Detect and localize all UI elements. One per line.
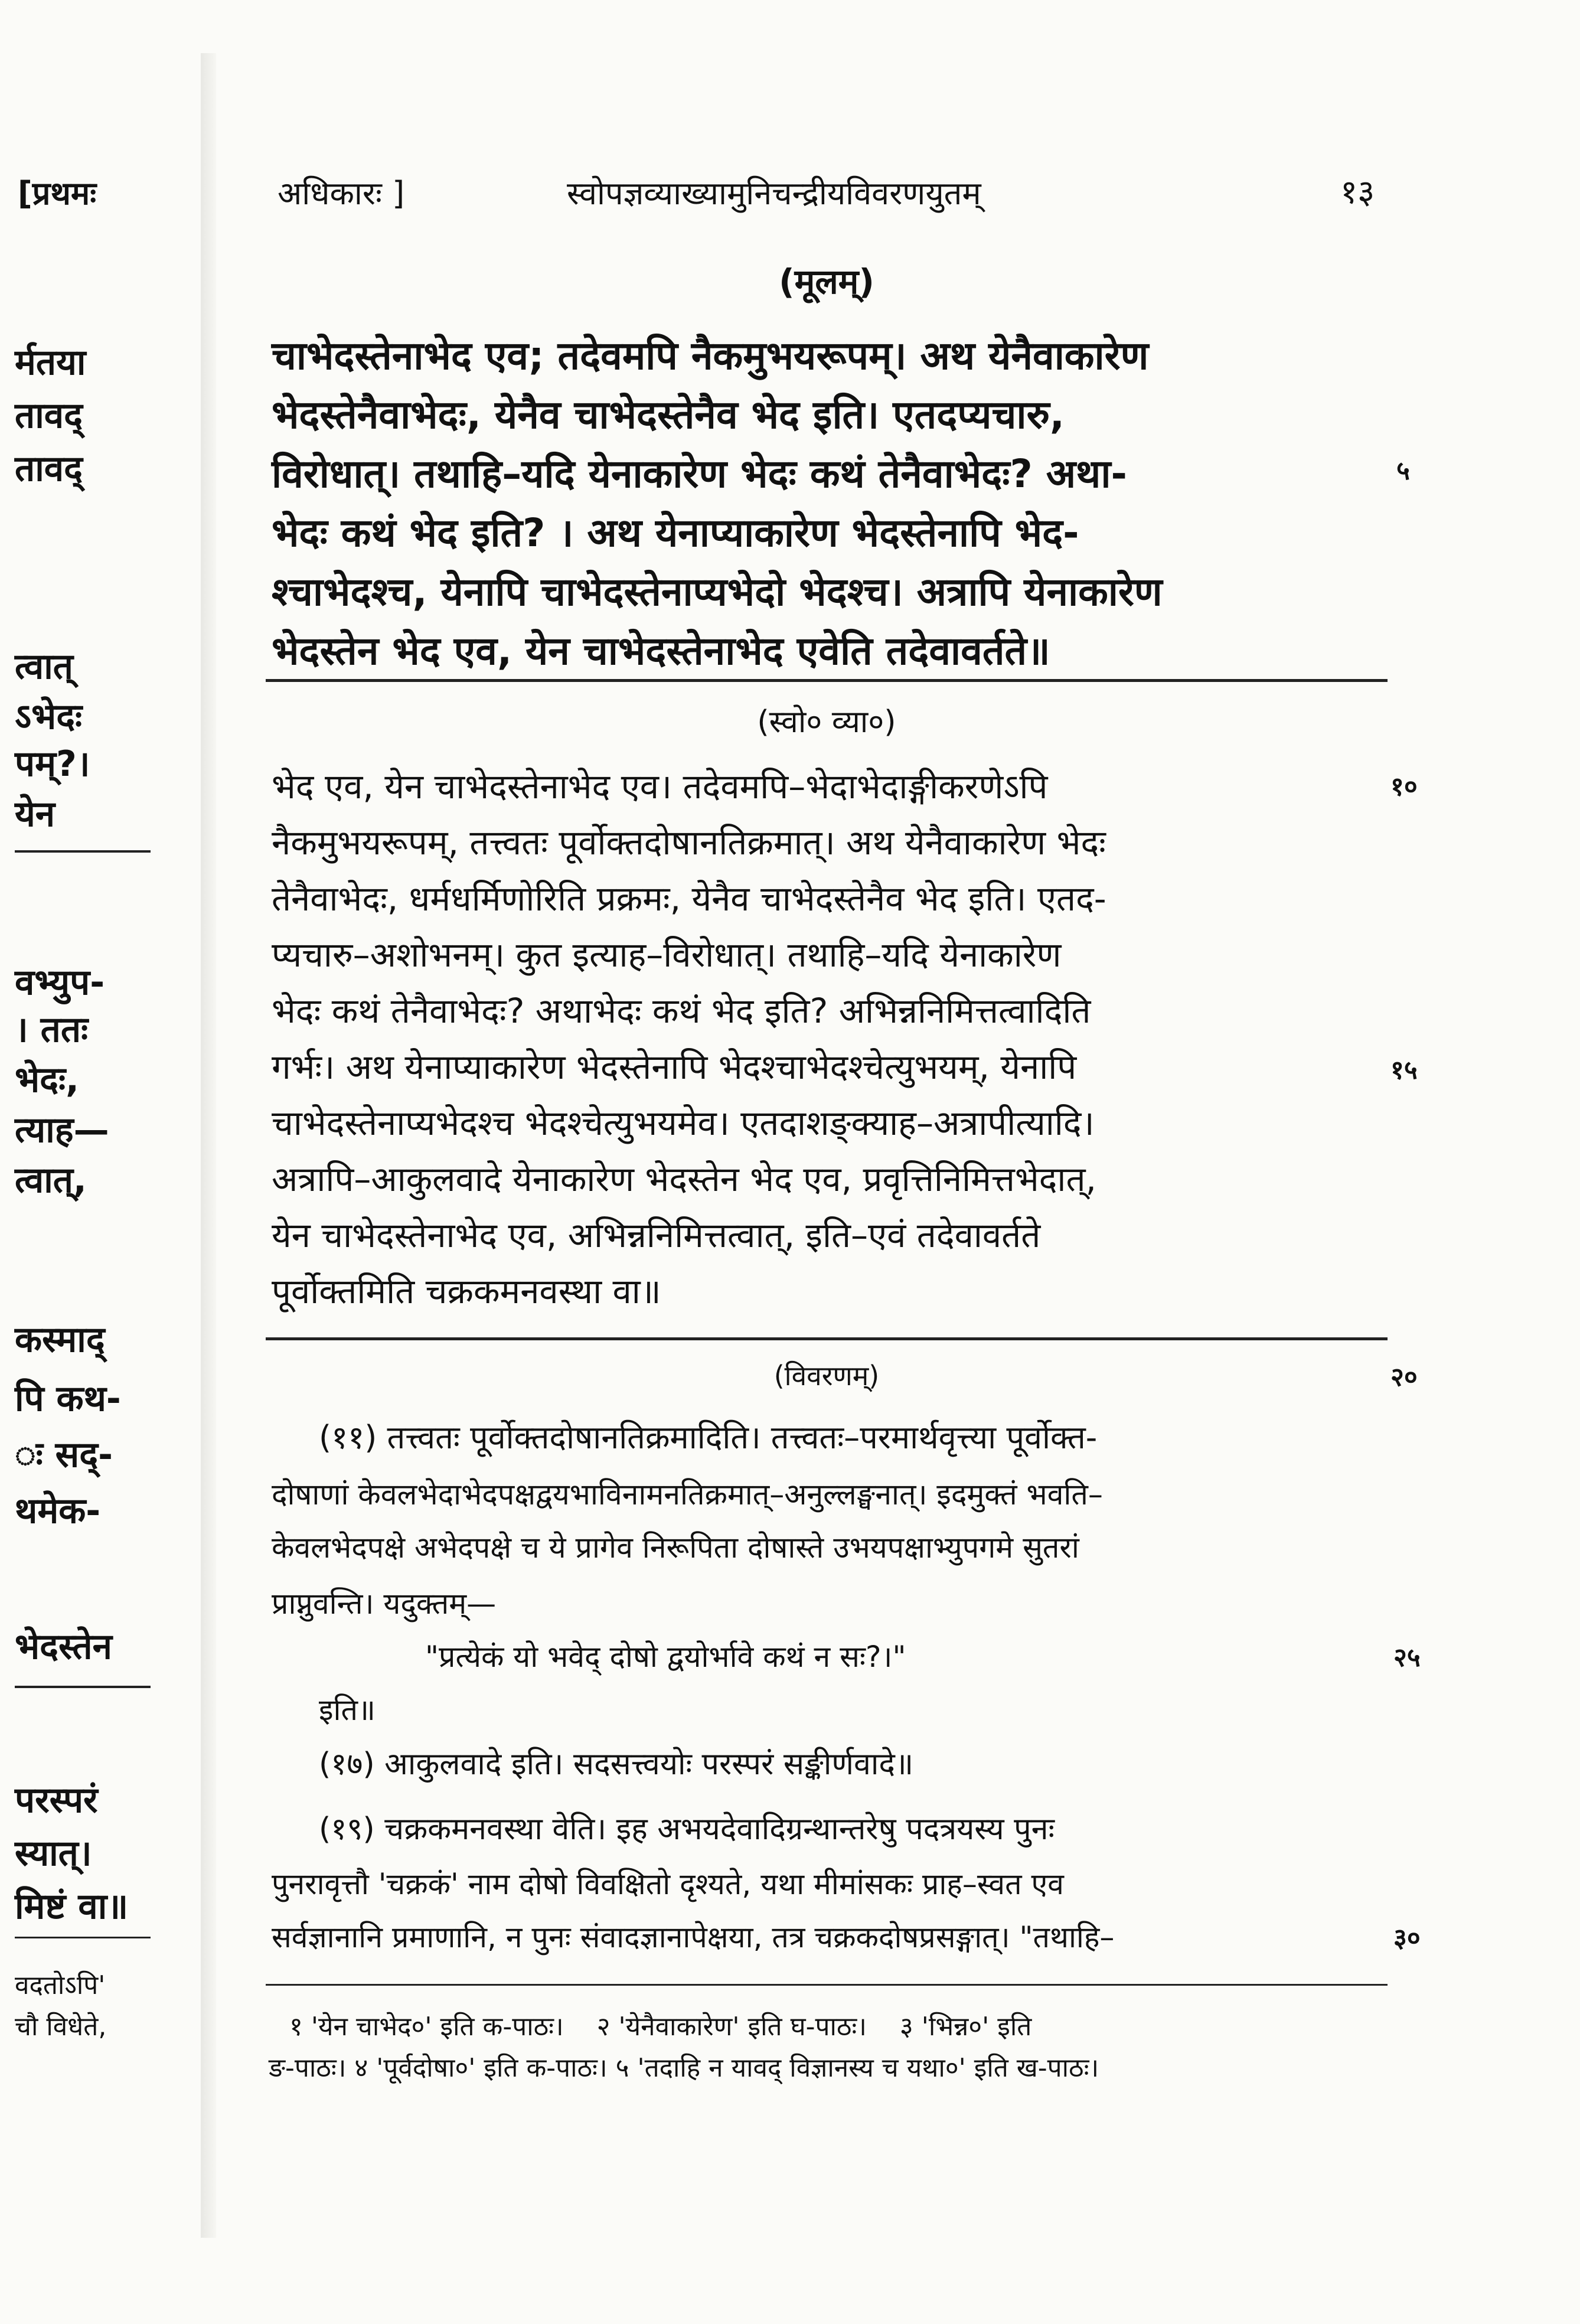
vivaranam-line: (१९) चक्रकमनवस्था वेति। इह अभयदेवादिग्रन्थान्तरेषु पदत्रयस्य पुनः (319, 1811, 1055, 1847)
line-number: १० (1390, 772, 1418, 802)
svopajna-line: चाभेदस्तेनाप्यभेदश्च भेदश्चेत्युभयमेव। एतदाशङ्क्याह–अत्रापीत्यादि। (272, 1103, 1095, 1143)
svopajna-line: गर्भः। अथ येनाप्याकारेण भेदस्तेनापि भेदश्चाभेदश्चेत्युभयम्, येनापि (272, 1047, 1077, 1087)
footnote-line: ङ-पाठः। ४ 'पूर्वदोषा०' इति क-पाठः। ५ 'तदाहि न यावद् विज्ञानस्य च यथा०' इति ख-पाठः। (269, 2053, 1099, 2083)
svopajna-line: अत्रापि–आकुलवादे येनाकारेण भेदस्तेन भेद एव, प्रवृत्तिनिमित्तभेदात्, (272, 1159, 1096, 1199)
left-line: । ततः (15, 1009, 89, 1050)
left-line: ः सद्- (15, 1434, 113, 1476)
left-line: भेदस्तेन (15, 1626, 112, 1667)
left-line: वभ्युप- (15, 962, 105, 1003)
left-line: कस्माद् (15, 1319, 105, 1360)
mulam-heading: (मूलम्) (779, 262, 874, 302)
vivaranam-line: (११) तत्त्वतः पूर्वोक्तदोषानतिक्रमादिति। तत्त्वतः–परमार्थवृत्त्या पूर्वोक्त- (319, 1419, 1098, 1456)
vivaranam-line: प्राप्नुवन्ति। यदुक्तम्— (272, 1587, 497, 1621)
left-line: चौ विधेते, (15, 2012, 107, 2042)
left-line: र्मतया (15, 342, 86, 383)
left-line: परस्परं (15, 1780, 98, 1821)
svopajna-line: भेदः कथं तेनैवाभेदः? अथाभेदः कथं भेद इति? अभिन्ननिमित्तत्वादिति (272, 991, 1091, 1031)
vivaranam-line: पुनरावृत्तौ 'चक्रकं' नाम दोषो विवक्षितो दृश्यते, यथा मीमांसकः प्राह–स्वत एव (272, 1867, 1064, 1901)
vivaranam-line: दोषाणां केवलभेदाभेदपक्षद्वयभाविनामनतिक्रमात्–अनुल्लङ्घनात्। इदमुक्तं भवति– (272, 1477, 1103, 1512)
left-line: तावद् (15, 448, 83, 489)
footnote-rule (266, 1984, 1388, 1986)
mulam-line: भेदस्तेनैवाभेदः, येनैव चाभेदस्तेनैव भेद इति। एतदप्यचारु, (272, 392, 1065, 438)
vivaranam-line: केवलभेदपक्षे अभेदपक्षे च ये प्रागेव निरूपिता दोषास्ते उभयपक्षाभ्युपगमे सुतरां (272, 1530, 1079, 1565)
left-line: पम्?। (15, 743, 90, 785)
svopajna-line: तेनैवाभेदः, धर्मधर्मिणोरिति प्रक्रमः, येनैव चाभेदस्तेनैव भेद इति। एतद- (272, 879, 1106, 919)
left-line: ऽभेदः (15, 696, 83, 737)
mulam-line: श्चाभेदश्च, येनापि चाभेदस्तेनाप्यभेदो भेदश्च। अत्रापि येनाकारेण (272, 569, 1163, 615)
left-rule (15, 1937, 151, 1938)
left-line: वदतोऽपि' (15, 1970, 106, 2000)
page-number: १३ (1340, 173, 1375, 211)
svopajna-line: नैकमुभयरूपम्, तत्त्वतः पूर्वोक्तदोषानतिक्रमात्। अथ येनैवाकारेण भेदः (272, 822, 1106, 863)
header-title: स्वोपज्ञव्याख्यामुनिचन्द्रीयविवरणयुतम् (567, 175, 981, 212)
svopajna-line: भेद एव, येन चाभेदस्तेनाभेद एव। तदेवमपि–भेदाभेदाङ्गीकरणेऽपि (272, 766, 1048, 807)
mulam-line: भेदस्तेन भेद एव, येन चाभेदस्तेनाभेद एवेति तदेवावर्तते॥ (272, 628, 1050, 674)
mulam-line: चाभेदस्तेनाभेद एव; तदेवमपि नैकमुभयरूपम्। अथ येनैवाकारेण (272, 333, 1149, 378)
svopajna-line: प्यचारु–अशोभनम्। कुत इत्याह–विरोधात्। तथाहि–यदि येनाकारेण (272, 935, 1062, 975)
line-number: २५ (1393, 1643, 1421, 1673)
svopajna-line: पूर्वोक्तमिति चक्रकमनवस्था वा॥ (272, 1271, 661, 1311)
left-line: भेदः, (15, 1059, 79, 1101)
vivaranam-quote: "प्रत्येकं यो भवेद् दोषो द्वयोर्भावे कथं न सः?।" (425, 1640, 906, 1674)
footnote-line: १ 'येन चाभेद०' इति क-पाठः। २ 'येनैवाकारेण' इति घ-पाठः। ३ 'भिन्न०' इति (289, 2012, 1032, 2042)
left-line: तावद् (15, 395, 83, 436)
header-chapter: अधिकारः ] (278, 175, 405, 212)
line-number: १५ (1390, 1055, 1418, 1085)
svopajna-heading: (स्वो० व्या०) (757, 704, 896, 740)
left-line: त्वात् (15, 646, 73, 687)
binding-gutter (201, 53, 216, 2238)
line-number: २० (1390, 1362, 1418, 1392)
svopajna-line: येन चाभेदस्तेनाभेद एव, अभिन्ननिमित्तत्वात्, इति–एवं तदेवावर्तते (272, 1215, 1041, 1255)
mulam-line: विरोधात्। तथाहि–यदि येनाकारेण भेदः कथं तेनैवाभेदः? अथा- (272, 451, 1127, 497)
line-number: ३० (1393, 1923, 1421, 1953)
line-number: ५ (1396, 456, 1410, 486)
left-rule (15, 1686, 151, 1688)
left-line: मिष्टं वा॥ (15, 1886, 129, 1927)
vivaranam-line: सर्वज्ञानानि प्रमाणानि, न पुनः संवादज्ञानापेक्षया, तत्र चक्रकदोषप्रसङ्गात्। "तथाहि– (272, 1920, 1115, 1954)
section-rule (266, 679, 1388, 682)
left-line: त्वात्, (15, 1160, 87, 1201)
left-rule (15, 850, 151, 853)
mulam-line: भेदः कथं भेद इति? । अथ येनाप्याकारेण भेदस्तेनापि भेद- (272, 510, 1079, 556)
left-line: येन (15, 794, 56, 835)
vivaranam-line: इति॥ (319, 1693, 376, 1727)
vivaranam-line: (१७) आकुलवादे इति। सदसत्त्वयोः परस्परं सङ्कीर्णवादे॥ (319, 1747, 914, 1782)
left-line: त्याह— (15, 1109, 109, 1151)
left-line: थमेक- (15, 1490, 101, 1532)
header-left-fragment: [प्रथमः (18, 175, 97, 212)
left-line: पि कथ- (15, 1378, 121, 1419)
section-rule (266, 1337, 1388, 1340)
left-line: स्यात्। (15, 1833, 92, 1874)
vivaranam-heading: (विवरणम्) (773, 1360, 880, 1392)
